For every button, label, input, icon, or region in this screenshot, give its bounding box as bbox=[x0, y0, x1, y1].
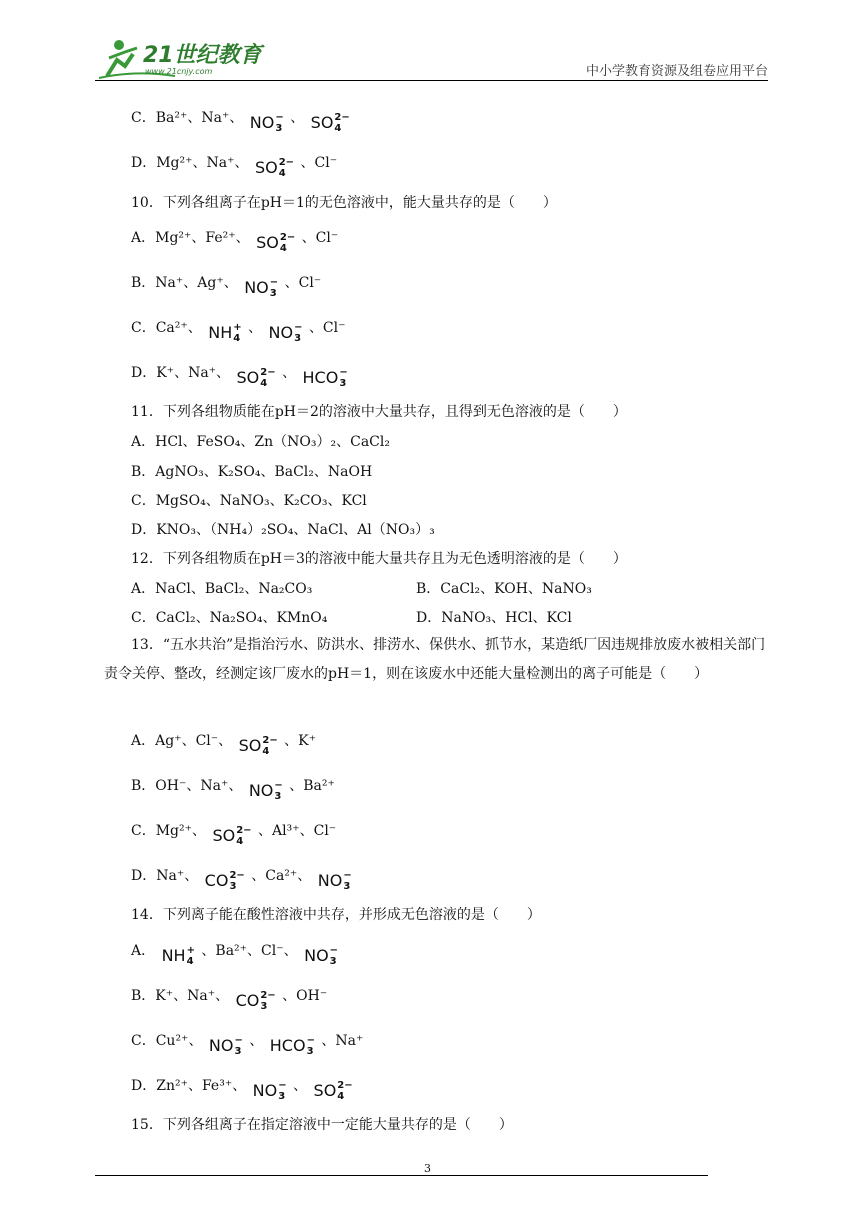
option-line: D．Zn²⁺、Fe³⁺、 NO − 3 、 SO 2− 4 bbox=[131, 1078, 353, 1102]
option-line: B．CaCl₂、KOH、NaNO₃ bbox=[416, 581, 592, 597]
option-line: B．K⁺、Na⁺、 CO 2− 3 、OH⁻ bbox=[131, 988, 328, 1012]
option-line: C．CaCl₂、Na₂SO₄、KMnO₄ bbox=[131, 610, 328, 626]
option-line: B．AgNO₃、K₂SO₄、BaCl₂、NaOH bbox=[131, 464, 373, 480]
option-line: A．HCl、FeSO₄、Zn（NO₃）₂、CaCl₂ bbox=[131, 434, 390, 450]
header-rule bbox=[95, 80, 768, 81]
svg-text:21世纪教育: 21世纪教育 bbox=[143, 43, 262, 68]
option-line: C．MgSO₄、NaNO₃、K₂CO₃、KCl bbox=[131, 493, 367, 509]
question-14: 14．下列离子能在酸性溶液中共存，并形成无色溶液的是（ ） bbox=[131, 907, 541, 923]
option-line: A．Mg²⁺、Fe²⁺、 SO 2− 4 、Cl⁻ bbox=[131, 230, 339, 254]
ion-so4: SO 2− 4 bbox=[310, 112, 350, 134]
option-line: D．Na⁺、 CO 2− 3 、Ca²⁺、 NO − 3 bbox=[131, 868, 352, 892]
option-line: D．K⁺、Na⁺、 SO 2− 4 、 HCO − 3 bbox=[131, 365, 348, 389]
ion-so4: SO 2− 4 bbox=[254, 157, 295, 179]
option-line: B．OH⁻、Na⁺、 NO − 3 、Ba²⁺ bbox=[131, 778, 335, 802]
option-line: D．Mg²⁺、Na⁺、 SO 2− 4 、Cl⁻ bbox=[131, 155, 338, 179]
footer-rule bbox=[95, 1175, 708, 1176]
option-line: C．Mg²⁺、 SO 2− 4 、Al³⁺、Cl⁻ bbox=[131, 823, 337, 847]
option-line: C．Cu²⁺、 NO − 3 、 HCO − 3 、Na⁺ bbox=[131, 1033, 364, 1057]
question-15: 15．下列各组离子在指定溶液中一定能大量共存的是（ ） bbox=[131, 1117, 513, 1133]
option-line: C．Ca²⁺、 NH + 4 、 NO − 3 、Cl⁻ bbox=[131, 320, 346, 344]
option-line: C．Ba²⁺、Na⁺、 NO − 3 、 SO 2− 4 bbox=[131, 110, 350, 134]
svg-text:www.21cnjy.com: www.21cnjy.com bbox=[145, 67, 213, 76]
option-line: A． NH + 4 、Ba²⁺、Cl⁻、 NO − 3 bbox=[131, 943, 339, 967]
page-number: 3 bbox=[424, 1162, 431, 1175]
logo bbox=[95, 36, 265, 80]
question-10: 10．下列各组离子在pH＝1的无色溶液中，能大量共存的是（ ） bbox=[131, 195, 557, 211]
option-line: A．NaCl、BaCl₂、Na₂CO₃ bbox=[131, 581, 313, 597]
ion-no3: NO − 3 bbox=[249, 112, 284, 134]
question-11: 11．下列各组物质能在pH＝2的溶液中大量共存，且得到无色溶液的是（ ） bbox=[131, 404, 627, 420]
question-12: 12．下列各组物质在pH＝3的溶液中能大量共存且为无色透明溶液的是（ ） bbox=[131, 551, 627, 567]
option-line: A．Ag⁺、Cl⁻、 SO 2− 4 、K⁺ bbox=[131, 733, 317, 757]
option-line: D．KNO₃、（NH₄）₂SO₄、NaCl、Al（NO₃）₃ bbox=[131, 522, 435, 538]
option-line: D．NaNO₃、HCl、KCl bbox=[416, 610, 572, 626]
question-13: 13．“五水共治”是指治污水、防洪水、排涝水、保供水、抓节水，某造纸厂因违规排放废水被相关部门责令关停、整改，经测定该厂废水的pH＝1，则在该废水中还能大量检测出的离子可能是（ ） bbox=[104, 637, 766, 682]
option-line: B．Na⁺、Ag⁺、 NO − 3 、Cl⁻ bbox=[131, 275, 322, 299]
platform-name: 中小学教育资源及组卷应用平台 bbox=[585, 64, 768, 79]
